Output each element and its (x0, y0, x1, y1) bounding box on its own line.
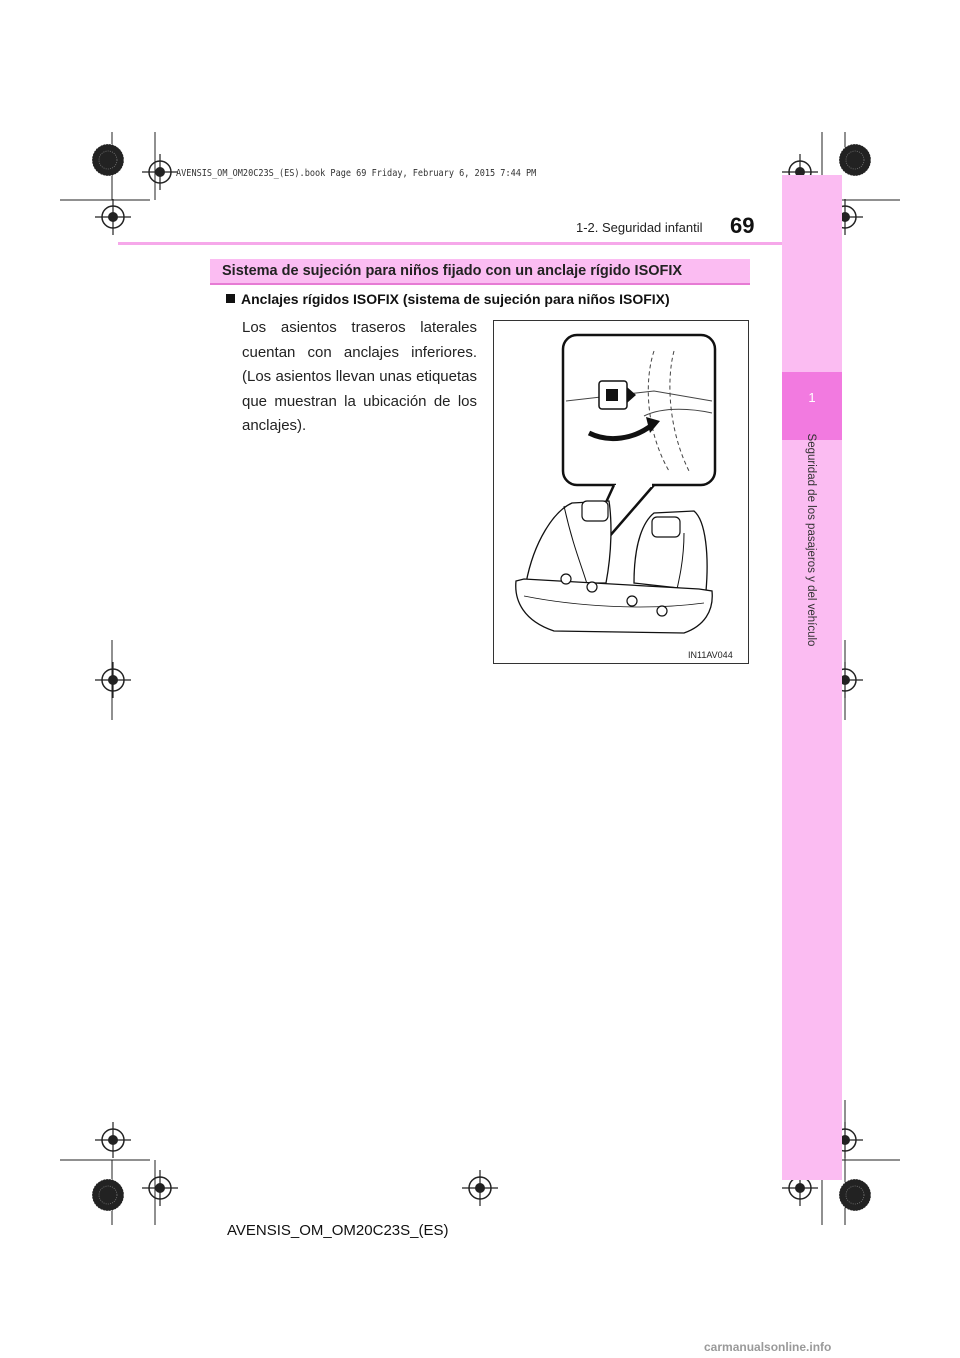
rear-seat-illustration (494, 321, 748, 663)
page-number: 69 (730, 213, 755, 238)
footer-doc-id: AVENSIS_OM_OM20C23S_(ES) (227, 1222, 449, 1239)
isofix-figure (493, 320, 749, 664)
chapter-title: Seguridad de los pasajeros y del vehículo (805, 433, 817, 647)
chapter-number-tab (782, 372, 842, 440)
watermark: carmanualsonline.info (704, 1340, 832, 1354)
body-paragraph: Los asientos traseros laterales cuentan con anclajes inferiores. (Los asientos llevan unas etiquetas que muestran la ubicación de los anclajes). (242, 319, 477, 434)
figure-code: IN11AV044 (688, 650, 733, 660)
section-title: 1-2. Seguridad infantil (576, 220, 703, 235)
subheading-text: Anclajes rígidos ISOFIX (sistema de sujeción para niños ISOFIX) (241, 291, 670, 307)
header-rule (118, 242, 782, 245)
section-heading: Sistema de sujeción para niños fijado con un anclaje rígido ISOFIX (222, 263, 683, 279)
chapter-side-tab (782, 175, 842, 1180)
subheading (226, 291, 670, 307)
chapter-number: 1 (808, 390, 816, 405)
book-info: AVENSIS_OM_OM20C23S_(ES).book Page 69 Friday, February 6, 2015 7:44 PM (176, 168, 537, 179)
section-heading-rule (210, 283, 750, 285)
square-bullet-icon (226, 294, 235, 303)
